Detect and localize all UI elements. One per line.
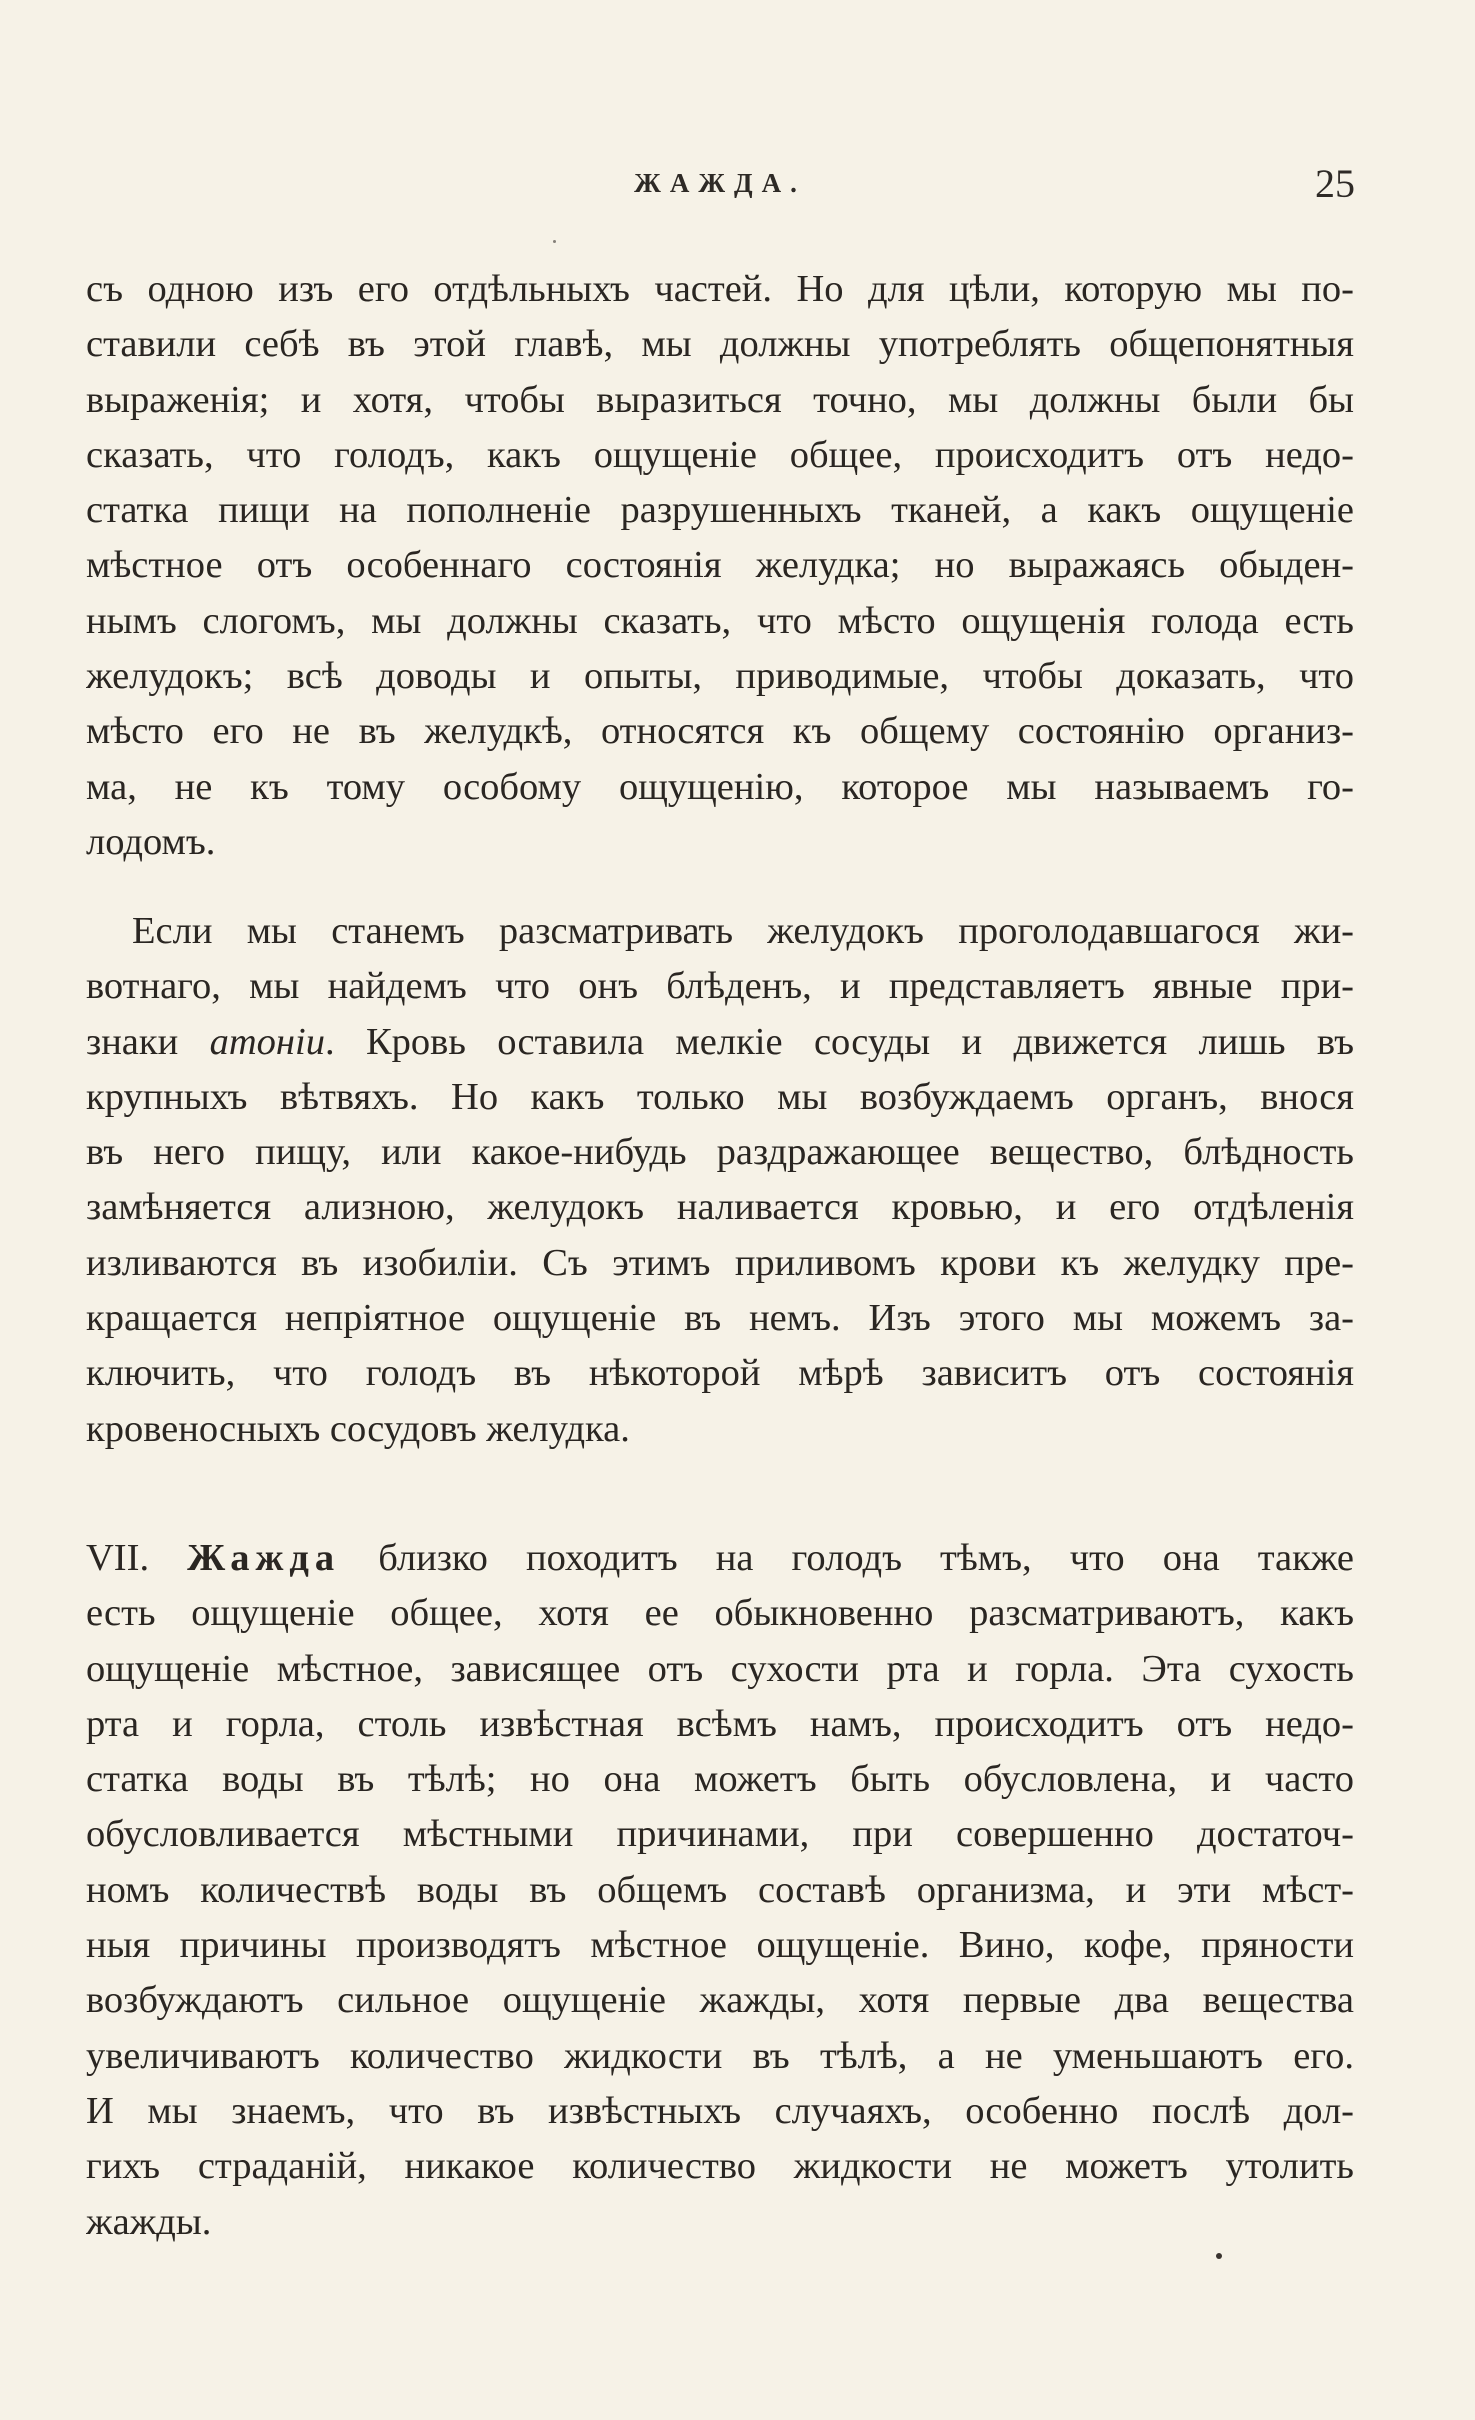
text-line: статка пищи на пополненіе разрушенныхъ тканей, а какъ ощущеніе — [86, 489, 1354, 532]
text-line: мѣстное отъ особеннаго состоянія желудка; но выражаясь обыден- — [86, 544, 1354, 587]
text-line: увеличиваютъ количество жидкости въ тѣлѣ, а не уменьшаютъ его. — [86, 2034, 1354, 2077]
text-line: нымъ слогомъ, мы должны сказать, что мѣсто ощущенія голода есть — [86, 599, 1354, 642]
paragraph-thirst — [86, 1531, 1354, 2250]
text-line: мѣсто его не въ желудкѣ, относятся къ общему состоянію организ- — [86, 710, 1354, 753]
text-line: изливаются въ изобиліи. Съ этимъ приливомъ крови къ желудку пре- — [86, 1241, 1354, 1284]
text-line: вотнаго, мы найдемъ что онъ блѣденъ, и представляетъ явные при- — [86, 965, 1354, 1008]
section-keyword: Жажда — [187, 1537, 341, 1579]
page-number: 25 — [1315, 161, 1355, 206]
text-line: статка воды въ тѣлѣ; но она можетъ быть обусловлена, и часто — [86, 1758, 1354, 1801]
ink-speck — [1216, 2253, 1222, 2259]
text-line: кращается непріятное ощущеніе въ немъ. Изъ этого мы можемъ за- — [86, 1297, 1354, 1340]
section-opening-line — [86, 1531, 1354, 1586]
text-line: выраженія; и хотя, чтобы выразиться точно, мы должны были бы — [86, 378, 1354, 421]
text-line: рта и горла, столь извѣстная всѣмъ намъ, происходитъ отъ недо- — [86, 1702, 1354, 1745]
text-line: въ него пищу, или какое-нибудь раздражающее вещество, блѣдность — [86, 1131, 1354, 1174]
text-line: гихъ страданій, никакое количество жидкости не можетъ утолить — [86, 2145, 1354, 2188]
text-line: есть ощущеніе общее, хотя ее обыкновенно разсматриваютъ, какъ — [86, 1592, 1354, 1635]
text-line: жажды. — [86, 2200, 212, 2243]
text-line: съ одною изъ его отдѣльныхъ частей. Но для цѣли, которую мы по- — [86, 268, 1354, 310]
chapter-title: ЖАЖДА. — [634, 168, 806, 198]
text-line: желудокъ; всѣ доводы и опыты, приводимые, чтобы доказать, что — [86, 655, 1354, 698]
text-line: ощущеніе мѣстное, зависящее отъ сухости рта и горла. Эта сухость — [86, 1647, 1354, 1690]
text-line: ставили себѣ въ этой главѣ, мы должны употреблять общепонятныя — [86, 323, 1354, 366]
text-line: крупныхъ вѣтвяхъ. Но какъ только мы возбуждаемъ органъ, внося — [86, 1075, 1354, 1118]
italic-term: атоніи — [209, 1020, 325, 1063]
text-fragment: . Кровь оставила мелкіе сосуды и движется лишь въ — [324, 1020, 1354, 1063]
text-line: Если мы станемъ разсматривать желудокъ проголодавшагося жи- — [132, 910, 1354, 952]
text-line: И мы знаемъ, что въ извѣстныхъ случаяхъ, особенно послѣ дол- — [86, 2089, 1354, 2132]
running-head — [85, 160, 1355, 220]
text-line: возбуждаютъ сильное ощущеніе жажды, хотя первые два вещества — [86, 1979, 1354, 2022]
paragraph-stomach — [86, 904, 1354, 1457]
text-line: ключить, что голодъ въ нѣкоторой мѣрѣ зависитъ отъ состоянія — [86, 1352, 1354, 1395]
text-line-with-italic — [86, 1015, 1354, 1070]
paragraph-hunger-general — [86, 262, 1354, 870]
text-fragment: близко походитъ на голодъ тѣмъ, что она также — [378, 1537, 1354, 1579]
text-fragment: знаки — [86, 1020, 179, 1063]
text-line: обусловливается мѣстными причинами, при совершенно достаточ- — [86, 1813, 1354, 1856]
text-line: лодомъ. — [86, 820, 216, 863]
text-line: ма, не къ тому особому ощущенію, которое мы называемъ го- — [86, 765, 1354, 808]
text-line: замѣняется ализною, желудокъ наливается кровью, и его отдѣленія — [86, 1186, 1354, 1229]
text-line: сказать, что голодъ, какъ ощущеніе общее, происходитъ отъ недо- — [86, 433, 1354, 476]
text-line: ныя причины производятъ мѣстное ощущеніе. Вино, кофе, пряности — [86, 1924, 1354, 1967]
text-line: номъ количествѣ воды въ общемъ составѣ организма, и эти мѣст- — [86, 1868, 1354, 1911]
ink-speck — [553, 240, 556, 243]
section-number: VII. — [86, 1537, 150, 1579]
text-line: кровеносныхъ сосудовъ желудка. — [86, 1407, 630, 1450]
